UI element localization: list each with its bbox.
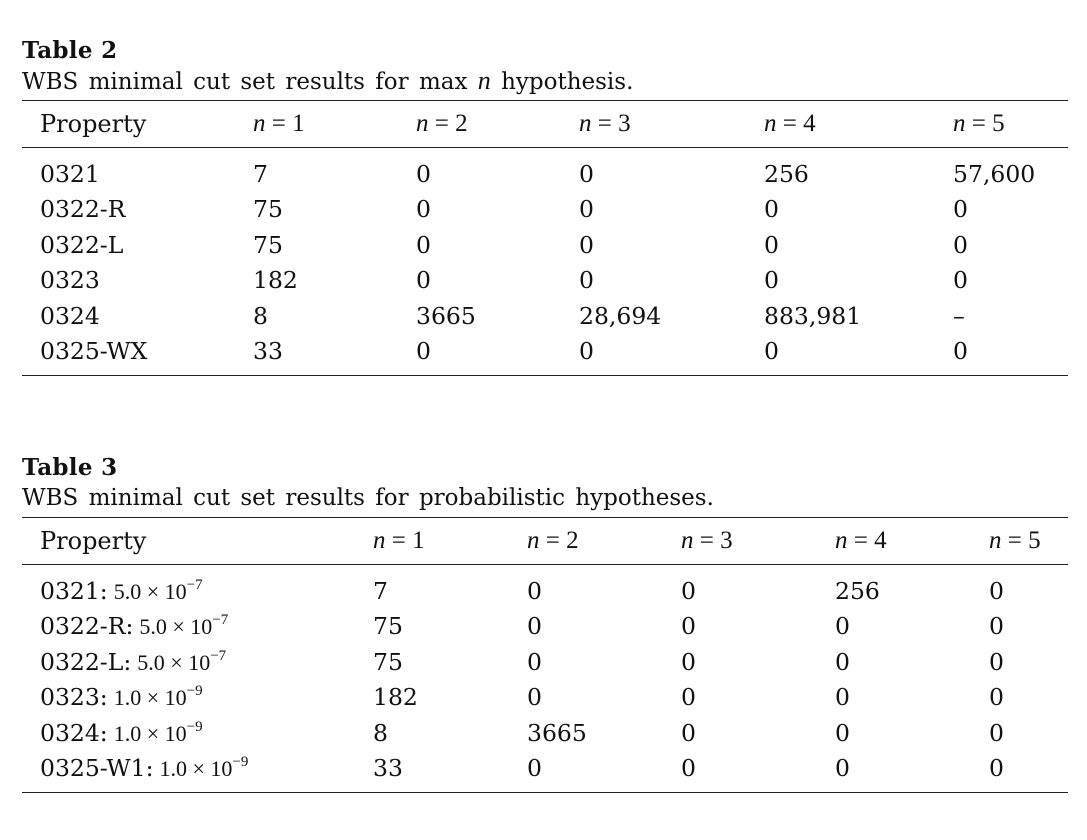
table-2-header-n1: n = 1 [253, 110, 305, 137]
table-3-header-n5: n = 5 [989, 527, 1041, 554]
table-cell: 0 [527, 612, 542, 641]
table-2-caption-var: n [477, 66, 491, 95]
table-cell: 0322-L [40, 230, 124, 259]
table-cell: 0 [681, 612, 696, 641]
table-cell: 0 [764, 195, 779, 224]
table-3-header-n3: n = 3 [681, 527, 733, 554]
probability-exponent: −7 [186, 576, 203, 593]
probability-exponent: −9 [232, 754, 249, 771]
table-cell: 0 [416, 230, 431, 259]
table-cell: 0 [764, 266, 779, 295]
table-cell: 0 [835, 754, 850, 783]
table-3-block [22, 453, 1068, 793]
table-cell: 0322-R [40, 195, 126, 224]
probability-mantissa: 1.0 × 10 [113, 720, 187, 746]
property-name: 0324: [40, 718, 108, 747]
table-cell: 0 [579, 266, 594, 295]
table-cell: 8 [253, 301, 268, 330]
n-variable: n [681, 527, 694, 554]
table-row [22, 263, 1068, 299]
table-cell: 0 [835, 683, 850, 712]
table-3 [22, 517, 1068, 793]
table-2-header-n2: n = 2 [416, 110, 468, 137]
property-probability [159, 756, 248, 781]
table-2-caption-before: WBS minimal cut set results for max [22, 69, 468, 95]
property-name: 0323: [40, 683, 108, 712]
table-2-label: Table 2 [22, 37, 118, 64]
probability-exponent: −9 [186, 718, 203, 735]
table-cell: 0 [989, 718, 1004, 747]
table-3-label: Table 3 [22, 454, 118, 481]
table-row [22, 565, 1068, 609]
table-cell: 0 [989, 647, 1004, 676]
table-cell: 0 [764, 230, 779, 259]
table-cell: 0325-WX [40, 337, 148, 366]
probability-mantissa: 5.0 × 10 [137, 649, 211, 675]
table-cell: 0 [953, 337, 968, 366]
table-cell: 8 [373, 718, 388, 747]
table-3-header-property: Property [40, 527, 147, 555]
probability-mantissa: 1.0 × 10 [159, 756, 233, 782]
table-cell: – [953, 301, 965, 330]
table-2-caption [22, 66, 1068, 100]
table-2-header-property: Property [40, 110, 147, 138]
table-cell: 182 [373, 683, 418, 712]
table-cell: 883,981 [764, 301, 862, 330]
table-cell: 28,694 [579, 301, 662, 330]
table-row [22, 715, 1068, 751]
probability-exponent: −9 [186, 683, 203, 700]
property-cell [22, 565, 355, 609]
table-row [22, 334, 1068, 376]
table-2-header-row [22, 101, 1068, 148]
probability-exponent: −7 [212, 612, 229, 629]
table-row [22, 298, 1068, 334]
property-name: 0322-R: [40, 612, 134, 641]
table-cell: 0 [527, 576, 542, 605]
property-name: 0322-L: [40, 647, 132, 676]
table-cell: 7 [373, 576, 388, 605]
property-cell [22, 751, 355, 793]
property-probability [113, 576, 203, 604]
n-variable: n [764, 110, 777, 137]
table-cell: 0 [681, 576, 696, 605]
table-cell: 0 [681, 647, 696, 676]
table-cell: 57,600 [953, 159, 1036, 188]
table-cell: 0 [989, 612, 1004, 641]
table-cell: 0 [953, 230, 968, 259]
probability-mantissa: 5.0 × 10 [139, 614, 213, 640]
table-cell: 7 [253, 159, 268, 188]
table-cell: 0 [681, 754, 696, 783]
table-cell: 0 [764, 337, 779, 366]
table-cell: 0 [527, 754, 542, 783]
property-cell [22, 680, 355, 716]
table-cell: 0 [579, 159, 594, 188]
table-cell: 0 [835, 612, 850, 641]
table-cell: 75 [253, 195, 283, 224]
table-cell: 0 [416, 195, 431, 224]
table-cell: 0 [989, 754, 1004, 783]
table-row [22, 192, 1068, 228]
table-cell: 33 [253, 337, 283, 366]
property-probability [113, 718, 203, 746]
table-row [22, 227, 1068, 263]
n-variable: n [416, 110, 429, 137]
table-cell: 0 [953, 266, 968, 295]
table-cell: 0 [527, 683, 542, 712]
table-cell: 33 [373, 754, 403, 783]
table-3-header-n4: n = 4 [835, 527, 887, 554]
table-3-caption: WBS minimal cut set results for probabilistic hypotheses. [22, 485, 714, 511]
table-2-header-n4: n = 4 [764, 110, 816, 137]
table-cell: 0 [989, 576, 1004, 605]
probability-exponent: −7 [210, 647, 227, 664]
table-cell: 0 [835, 718, 850, 747]
property-probability [137, 647, 227, 675]
n-variable: n [989, 527, 1002, 554]
n-variable: n [835, 527, 848, 554]
n-variable: n [253, 110, 266, 137]
property-cell [22, 609, 355, 645]
table-cell: 256 [835, 576, 880, 605]
table-cell: 0321 [40, 159, 100, 188]
probability-mantissa: 1.0 × 10 [113, 685, 187, 711]
table-cell: 0 [579, 337, 594, 366]
table-cell: 0 [989, 683, 1004, 712]
table-cell: 0 [416, 159, 431, 188]
table-row [22, 751, 1068, 793]
table-cell: 0 [579, 230, 594, 259]
table-2-caption-after: hypothesis. [501, 69, 634, 95]
table-cell: 0 [527, 647, 542, 676]
table-2-header-n5: n = 5 [953, 110, 1005, 137]
table-row [22, 148, 1068, 192]
table-cell: 3665 [416, 301, 476, 330]
table-row [22, 680, 1068, 716]
table-cell: 0323 [40, 266, 100, 295]
property-probability [114, 685, 203, 710]
table-row [22, 644, 1068, 680]
table-cell: 0 [579, 195, 594, 224]
property-name: 0321: [40, 576, 108, 605]
table-2 [22, 100, 1068, 376]
table-cell: 0 [835, 647, 850, 676]
property-name: 0325-W1: [40, 754, 154, 783]
table-cell: 75 [373, 647, 403, 676]
table-cell: 256 [764, 159, 809, 188]
table-cell: 75 [373, 612, 403, 641]
property-cell [22, 644, 355, 680]
property-probability [139, 614, 228, 639]
property-cell [22, 715, 355, 751]
table-3-header-n2: n = 2 [527, 527, 579, 554]
table-row [22, 609, 1068, 645]
table-cell: 0 [416, 266, 431, 295]
table-cell: 0324 [40, 301, 100, 330]
table-3-header-n1: n = 1 [373, 527, 425, 554]
probability-mantissa: 5.0 × 10 [113, 578, 187, 604]
table-2-header-n3: n = 3 [579, 110, 631, 137]
n-variable: n [579, 110, 592, 137]
n-variable: n [953, 110, 966, 137]
table-2-block [22, 36, 1068, 376]
n-variable: n [373, 527, 386, 554]
table-cell: 75 [253, 230, 283, 259]
table-cell: 0 [681, 718, 696, 747]
table-cell: 182 [253, 266, 298, 295]
table-3-header-row [22, 518, 1068, 565]
table-cell: 3665 [527, 718, 587, 747]
table-cell: 0 [416, 337, 431, 366]
table-cell: 0 [953, 195, 968, 224]
n-variable: n [527, 527, 540, 554]
table-cell: 0 [681, 683, 696, 712]
